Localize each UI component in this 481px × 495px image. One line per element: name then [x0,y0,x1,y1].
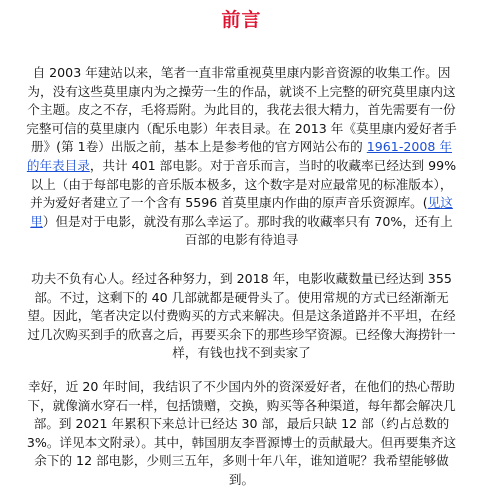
page-title: 前言 [221,9,262,31]
paragraph-1-text-b: ，共计 401 部电影。对于音乐而言，当时的收藏率已经达到 99%以上（由于每部电影的音乐版本极多，这个数字是对应最常见的标准版本），并为爱好者建立了一个含有 5596 首莫里康内作曲的原声音乐资源库。( [30,157,457,211]
timeline-link[interactable]: 1961-2008 年的年表目录 [26,139,453,173]
see-here-link[interactable]: 见这里 [30,195,453,229]
paragraph-1 [26,64,457,250]
paragraph-2: 功夫不负有心人。经过各种努力，到 2018 年，电影收藏数量已经达到 355 部。不过，这剩下的 40 几部就都是硬骨头了。使用常规的方式已经渐渐无望。因此，笔者决定以付费购买的方式来解决。但是这条道路并不平坦，在经过几次购买到手的欣喜之后，再要买余下的那些珍罕资源。已经像大海捞针一样，有钱也找不到卖家了 [27,271,456,361]
paragraph-1-text-a: 自 2003 年建站以来，笔者一直非常重视莫里康内影音资源的收集工作。因为，没有这些莫里康内为之操劳一生的作品，就谈不上完整的研究莫里康内这个主题。皮之不存，毛将焉附。为此目的，我花去很大精力，首先需要有一份完整可信的莫里康内（配乐电影）年表目录。在 2013 年《莫里康内爱好者手册》(第 1卷）出版之前，基本上是参考他的官方网站公布的 [26,65,457,155]
paragraph-1-text-c: ）但是对于电影，就没有那么幸运了。那时我的收藏率只有 70%，还有上百部的电影有待追寻 [42,213,453,248]
paragraph-3: 幸好，近 20 年时间，我结识了不少国内外的资深爱好者，在他们的热心帮助下，就像滴水穿石一样，包括馈赠，交换，购买等各种渠道，每年都会解决几部。到 2021 年累积下来总计已经达 30 部，最后只缺 12 部（约占总数的 3%。详见本文附录）。其中，韩国朋友李晋源博士的贡献最大。但再要集齐这余下的 12 部电影，少则三五年，多则十年八年，谁知道呢？我希望能够做到。 [26,379,457,487]
